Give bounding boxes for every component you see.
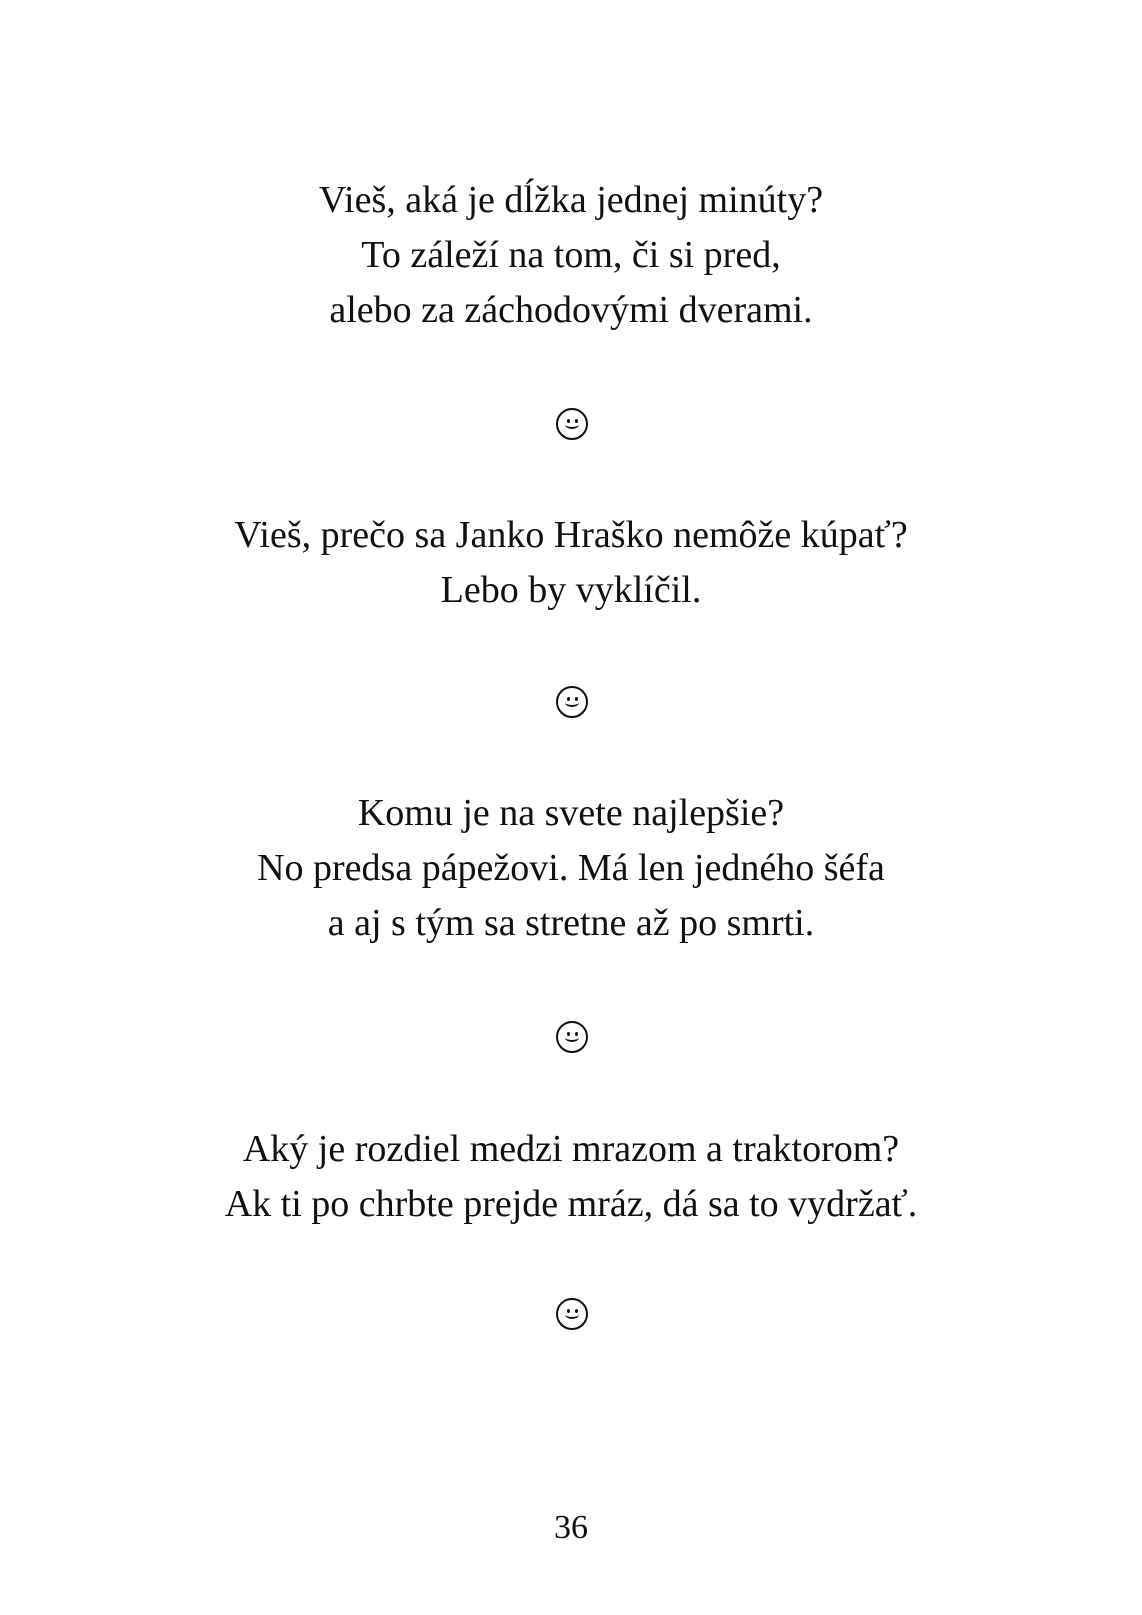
- joke-line: Ak ti po chrbte prejde mráz, dá sa to vydržať.: [224, 1183, 918, 1225]
- page-number: 36: [554, 1509, 588, 1546]
- joke-line: To záleží na tom, či si pred,: [361, 234, 781, 276]
- joke-line: No predsa pápežovi. Má len jedného šéfa: [257, 847, 885, 889]
- joke-line: a aj s tým sa stretne až po smrti.: [327, 902, 815, 944]
- joke-2: [0, 508, 1142, 618]
- smiley-icon: [556, 1021, 588, 1053]
- joke-line: Lebo by vyklíčil.: [440, 569, 702, 611]
- smiley-icon: [556, 408, 588, 440]
- joke-line: alebo za záchodovými dverami.: [329, 289, 813, 331]
- joke-line: Komu je na svete najlepšie?: [357, 792, 785, 834]
- joke-3: [0, 786, 1142, 951]
- joke-line: Vieš, aká je dĺžka jednej minúty?: [318, 179, 824, 221]
- smiley-icon: [556, 686, 588, 718]
- joke-4: [0, 1122, 1142, 1232]
- joke-line: Aký je rozdiel medzi mrazom a traktorom?: [242, 1128, 900, 1170]
- joke-line: Vieš, prečo sa Janko Hraško nemôže kúpať?: [234, 514, 908, 556]
- smiley-icon: [556, 1298, 588, 1330]
- joke-1: [0, 173, 1142, 338]
